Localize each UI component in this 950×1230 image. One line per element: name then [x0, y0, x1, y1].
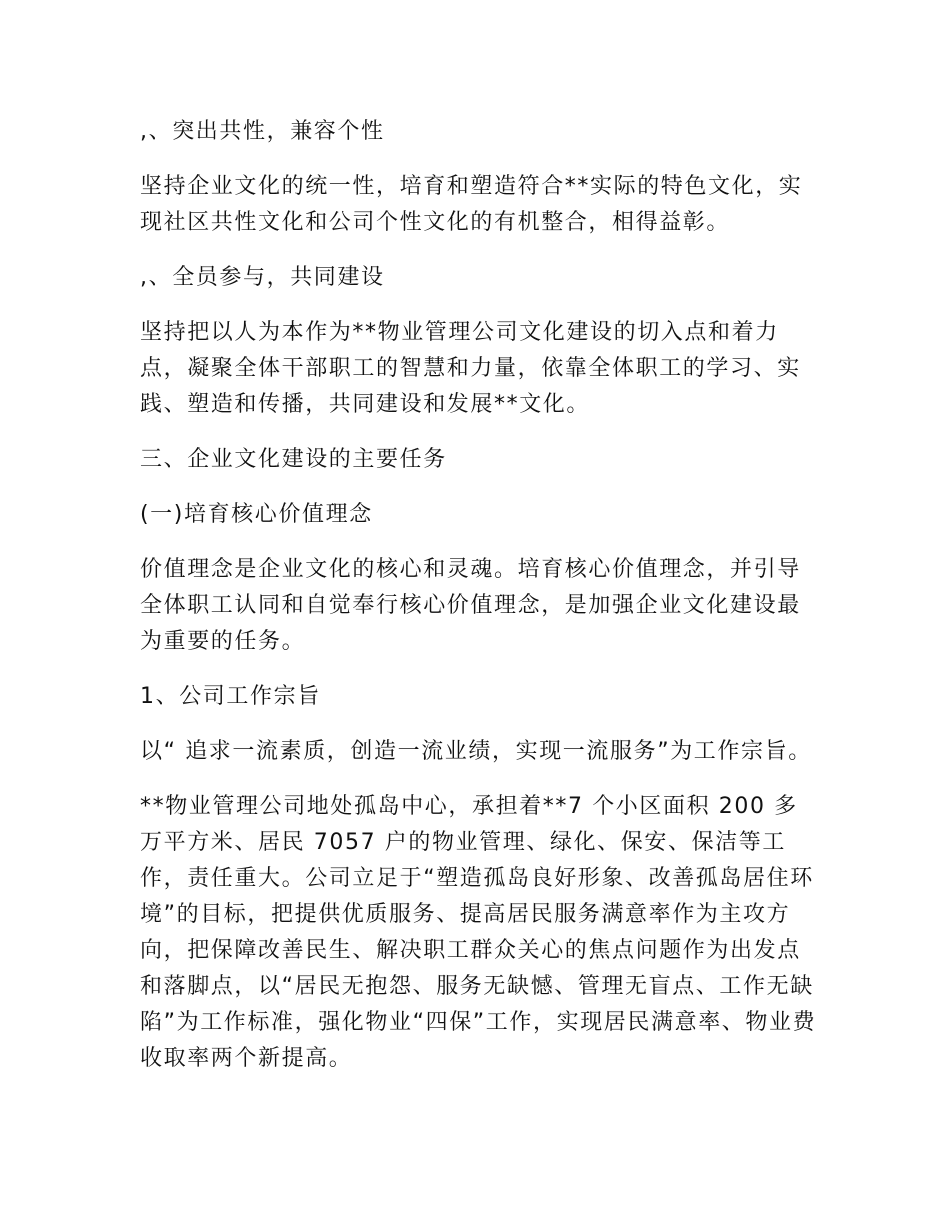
- body-paragraph: **物业管理公司地处孤岛中心，承担着**7 个小区面积 200 多万平方米、居民 7057 户的物业管理、绿化、保安、保洁等工作，责任重大。公司立足于“塑造孤岛良好形象、改善孤岛居住环境”的目标，把提供优质服务、提高居民服务满意率作为主攻方向，把保障改善民生、解决职工群众关心的焦点问题作为出发点和落脚点，以“居民无抱怨、服务无缺憾、管理无盲点、工作无缺陷”为工作标准，强化物业“四保”工作，实现居民满意率、物业费收取率两个新提高。: [140, 794, 817, 1071]
- section-heading: ,、突出共性，兼容个性: [140, 119, 385, 144]
- chapter-heading: 三、企业文化建设的主要任务: [140, 447, 447, 472]
- item-heading: 1、公司工作宗旨: [140, 684, 321, 709]
- body-paragraph: 坚持企业文化的统一性，培育和塑造符合**实际的特色文化，实现社区共性文化和公司个性文化的有机整合，相得益彰。: [140, 174, 803, 235]
- body-paragraph: 价值理念是企业文化的核心和灵魂。培育核心价值理念，并引导全体职工认同和自觉奉行核心价值理念，是加强企业文化建设最为重要的任务。: [140, 557, 801, 654]
- section-heading: ,、全员参与，共同建设: [140, 265, 385, 290]
- body-paragraph: 坚持把以人为本作为**物业管理公司文化建设的切入点和着力点，凝聚全体干部职工的智慧和力量，依靠全体职工的学习、实践、塑造和传播，共同建设和发展**文化。: [140, 320, 801, 417]
- body-paragraph: 以“ 追求一流素质，创造一流业绩，实现一流服务”为工作宗旨。: [140, 739, 812, 764]
- subsection-heading: (一)培育核心价值理念: [140, 502, 373, 527]
- document-body: [140, 114, 820, 1096]
